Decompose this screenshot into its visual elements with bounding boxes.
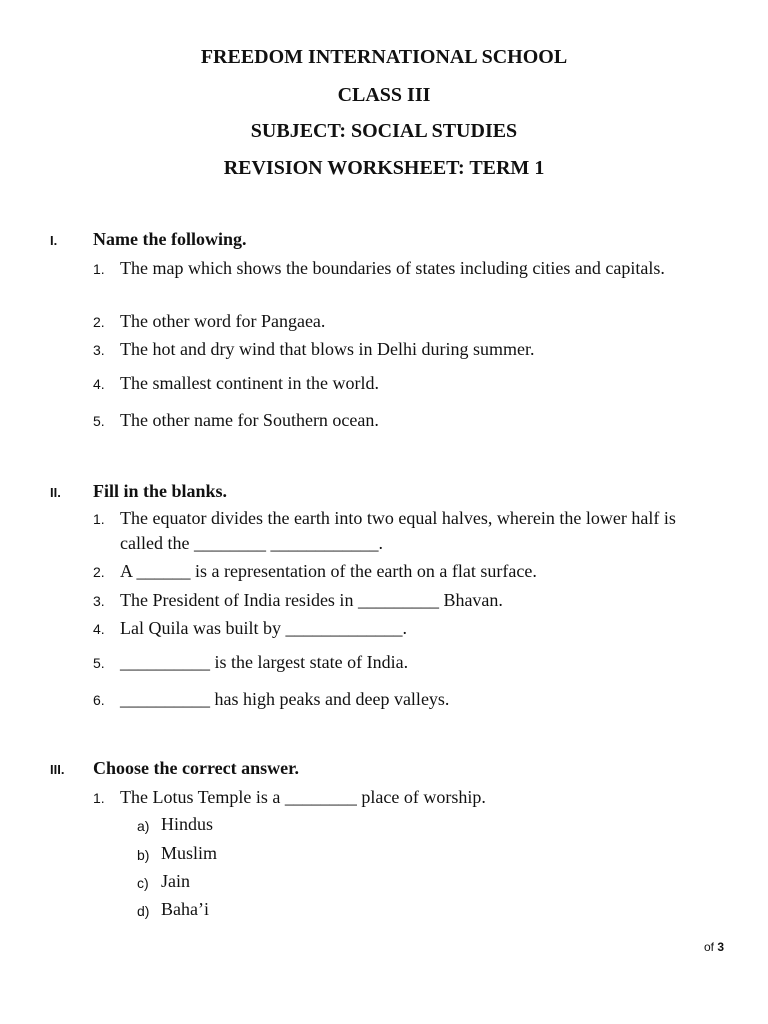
section-1-title: Name the following. [93,229,247,249]
subject-title: SUBJECT: SOCIAL STUDIES [250,120,518,142]
question-text: The other word for Pangaea. [120,311,326,331]
page-of-label: of [703,940,714,954]
section-1-number: I. [50,233,58,248]
question-text: The smallest continent in the world. [120,373,379,393]
option-text: Hindus [161,814,214,834]
question-text: __________ is the largest state of India. [120,652,409,672]
question-text: Lal Quila was built by _____________. [120,618,407,638]
question-item [93,408,713,433]
option-text: Muslim [161,843,218,863]
question-item [93,309,713,334]
question-number: 3. [93,593,105,609]
answer-option [137,841,217,865]
question-number: 1. [93,511,105,527]
question-number: 1. [93,790,105,806]
section-2-title: Fill in the blanks. [93,481,228,501]
question-text: The map which shows the boundaries of states including cities and capitals. [120,258,665,278]
page-footer [704,940,724,954]
option-letter: a) [137,818,150,834]
option-text: Baha’i [161,899,209,919]
class-title: CLASS III [337,84,431,106]
option-letter: c) [137,875,149,891]
page-total: 3 [717,940,724,954]
question-number: 2. [93,564,105,580]
worksheet-title: REVISION WORKSHEET: TERM 1 [223,157,545,179]
question-item [93,687,713,712]
question-item [93,785,713,810]
question-item [93,506,713,556]
question-number: 5. [93,413,105,429]
question-number: 4. [93,376,105,392]
option-letter: b) [137,847,150,863]
question-item [93,559,713,584]
question-text: __________ has high peaks and deep valleys. [120,689,450,709]
question-number: 6. [93,692,105,708]
answer-option [137,812,213,836]
question-text: The President of India resides in _________ Bhavan. [120,590,503,610]
section-3-title: Choose the correct answer. [93,758,299,778]
school-name: FREEDOM INTERNATIONAL SCHOOL [200,46,568,68]
answer-option [137,869,190,893]
question-item [93,616,713,641]
question-text: The other name for Southern ocean. [120,410,379,430]
question-text: The hot and dry wind that blows in Delhi during summer. [120,339,535,359]
question-item [93,371,713,396]
question-number: 1. [93,261,105,277]
option-letter: d) [137,903,150,919]
question-text: A ______ is a representation of the earth on a flat surface. [120,561,537,581]
question-number: 5. [93,655,105,671]
question-number: 2. [93,314,105,330]
option-text: Jain [161,871,190,891]
question-number: 4. [93,621,105,637]
answer-option [137,897,209,921]
question-item [93,256,713,281]
question-item [93,650,713,675]
question-item [93,588,713,613]
question-number: 3. [93,342,105,358]
section-2-number: II. [50,485,61,500]
section-3-number: III. [50,762,65,777]
question-text: The equator divides the earth into two equal halves, wherein the lower half is called the ________ ____________. [120,508,676,553]
question-item [93,337,713,362]
question-text: The Lotus Temple is a ________ place of worship. [120,787,486,807]
